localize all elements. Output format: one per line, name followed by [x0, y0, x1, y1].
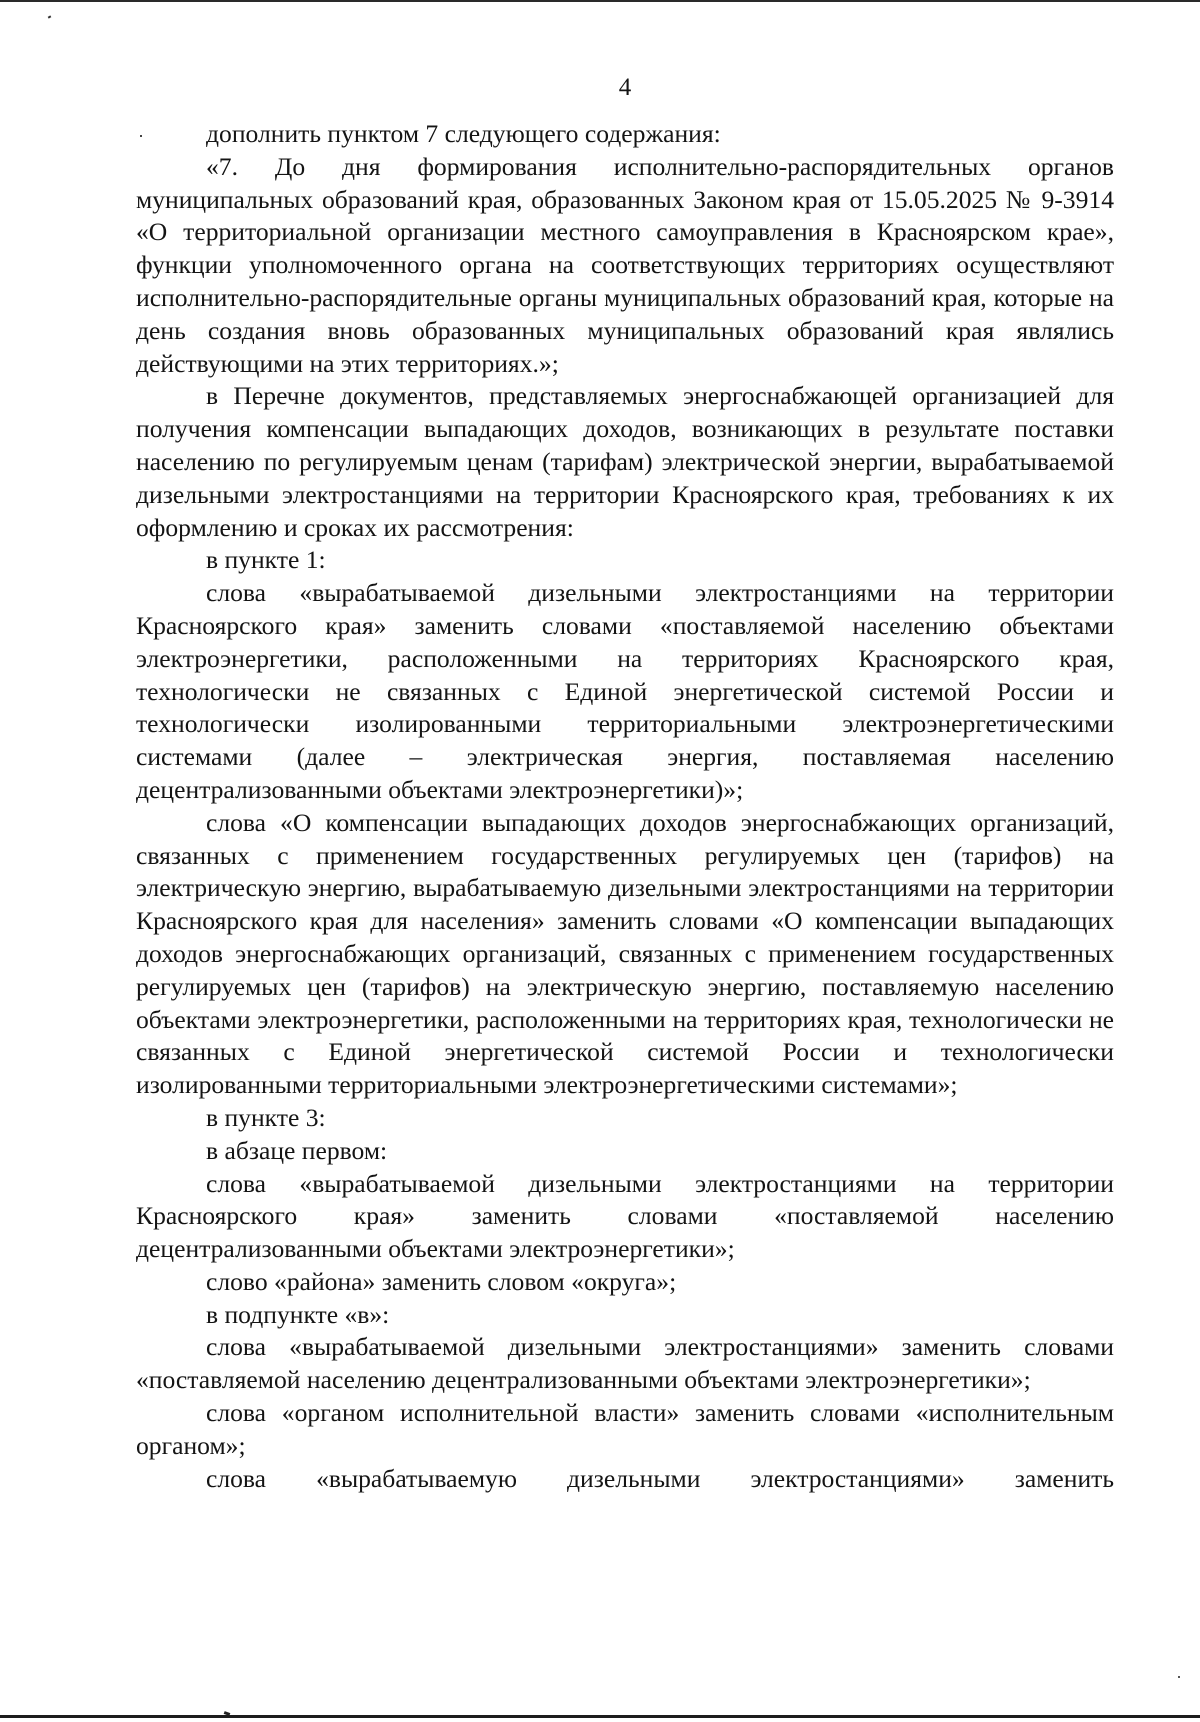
paragraph-in-item-1: в пункте 1: — [206, 545, 326, 575]
scan-speck — [1178, 1676, 1180, 1678]
paragraph-subitem-v: в подпункте «в»: — [206, 1299, 390, 1329]
paragraph-item-7-text: «7. До дня формирования исполнительно-распорядительных органов муниципальных образований края, образованных Законом края от 15.05.2025 № 9-3914 «О территориальной организации местного самоуправления в Красноярском крае», функции уполномоченного органа на соответствующих территориях осуществляют исполнительно-распорядительные органы муниципальных образований края, которые на день создания вновь образованных муниципальных образований края являлись действующими на этих территориях.»; — [136, 151, 1114, 378]
paragraph-subitem-v-words: слова «вырабатываемой дизельными электростанциями» заменить словами «поставляемой населению децентрализованными объектами электроэнергетики»; — [136, 1332, 1114, 1395]
document-body — [136, 118, 1114, 1495]
scan-edge-top — [0, 0, 1200, 2]
paragraph-in-item-3: в пункте 3: — [206, 1102, 326, 1132]
paragraph-add-item-7: дополнить пунктом 7 следующего содержания: — [206, 119, 721, 148]
paragraph-executive-body-words: слова «органом исполнительной власти» заменить словами «исполнительным органом»; — [136, 1398, 1114, 1460]
paragraph-first-subparagraph: в абзаце первом: — [206, 1135, 388, 1165]
paragraph-last-line: слова «вырабатываемую дизельными электростанциями» заменить — [206, 1463, 1114, 1493]
paragraph-documents-list: в Перечне документов, представляемых энергоснабжающей организацией для получения компенсации выпадающих доходов, возникающих в результате поставки населению по регулируемым ценам (тарифам) электрической энергии, вырабатываемой дизельными электростанциями на территории Красноярского края, требованиях к их оформлению и сроках их рассмотрения: — [136, 381, 1114, 542]
paragraph-item-1-words: слова «вырабатываемой дизельными электростанциями на территории Красноярского края» заменить словами «поставляемой населению объектами электроэнергетики, расположенными на территориях Красноярского края, технологически не связанных с Единой энергетической системой России и технологически изолированными территориальными электроэнергетическими системами (далее – электрическая энергия, поставляемая населению децентрализованными объектами электроэнергетики)»; — [136, 578, 1114, 804]
paragraph-district-word: слово «района» заменить словом «округа»; — [206, 1266, 677, 1296]
paragraph-item-1-title-words: слова «О компенсации выпадающих доходов энергоснабжающих организаций, связанных с применением государственных регулируемых цен (тарифов) на электрическую энергию, вырабатываемую дизельными электростанциями на территории Красноярского края для населения» заменить словами «О компенсации выпадающих доходов энергоснабжающих организаций, связанных с применением государственных регулируемых цен (тарифов) на электрическую энергию, поставляемую населению объектами электроэнергетики, расположенными на территориях края, технологически не связанных с Единой энергетической системой России и технологически изолированными территориальными электроэнергетическими системами»; — [136, 807, 1114, 1100]
scan-edge-bottom — [0, 1715, 1200, 1718]
paragraph-item-3-words: слова «вырабатываемой дизельными электростанциями на территории Красноярского края» заменить словами «поставляемой населению децентрализованными объектами электроэнергетики»; — [136, 1168, 1114, 1264]
scan-speck — [48, 15, 52, 18]
page-number: 4 — [618, 74, 632, 101]
